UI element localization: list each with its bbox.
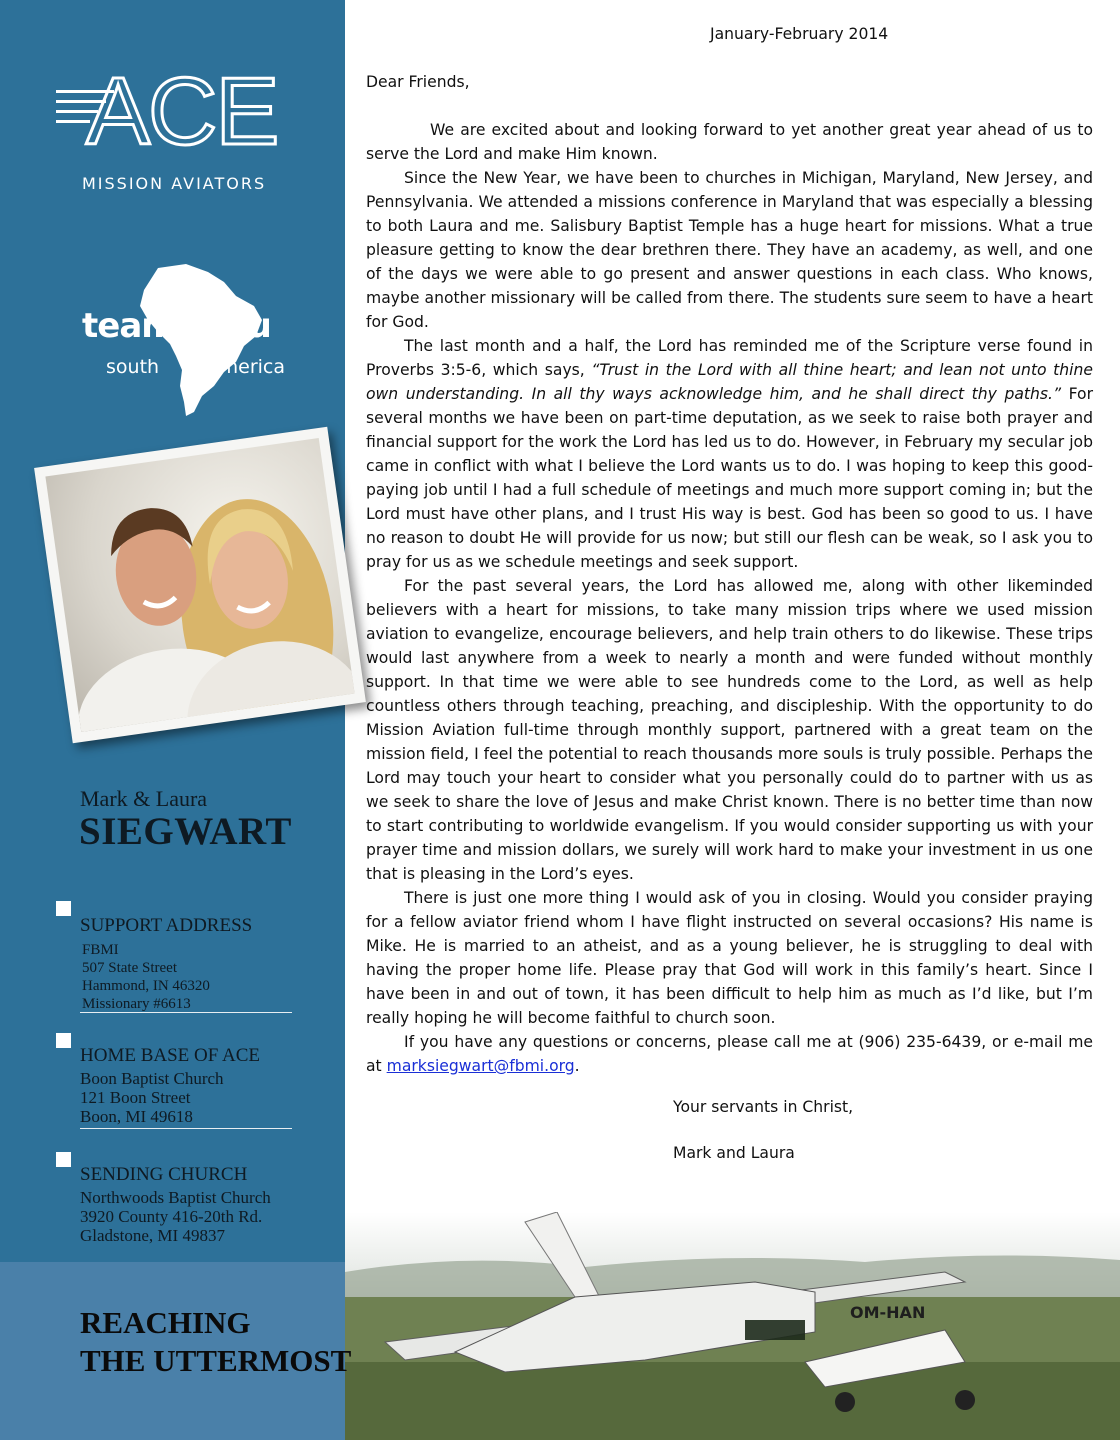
text-span: . xyxy=(574,1057,580,1075)
address-line: 121 Boon Street xyxy=(80,1088,191,1107)
paragraph xyxy=(366,1030,1093,1078)
address-line: Missionary #6613 xyxy=(82,996,191,1012)
team-peru-america: america xyxy=(208,356,286,378)
signature: Mark and Laura xyxy=(673,1144,795,1162)
home-base-lines xyxy=(80,1069,224,1126)
motto xyxy=(80,1304,351,1380)
text-span: The last month and a half, the Lord has reminded me of the Scripture verse found in Proverbs 3:5-6, which says, xyxy=(366,337,1093,379)
address-line: Boon, MI 49618 xyxy=(80,1107,193,1126)
names-line: Mark & Laura xyxy=(80,786,208,811)
divider xyxy=(80,1128,292,1129)
letter-body xyxy=(366,118,1093,1078)
salutation: Dear Friends, xyxy=(366,73,470,91)
text-span: If you have any questions or concerns, please call me at (906) 235-6439, or e-mail me at xyxy=(366,1033,1093,1075)
address-line: 507 State Street xyxy=(82,960,177,976)
address-line: Hammond, IN 46320 xyxy=(82,978,210,994)
checkbox-square-icon xyxy=(56,1033,71,1048)
team-peru-south: south xyxy=(106,356,160,378)
sending-church-lines xyxy=(80,1188,271,1245)
address-line: Boon Baptist Church xyxy=(80,1069,224,1088)
paragraph: There is just one more thing I would ask of you in closing. Would you consider praying for a fellow aviator friend whom I have flight instructed on several occasions? His name is Mike. He is married to an atheist, and as a young believer, he is struggling to deal with having the proper home life. Please pray that God will work in this family’s heart. Since I have been in and out of town, it has been difficult to help him as much as I’d like, but I’m really hoping he will become faithful to church soon. xyxy=(366,889,1093,1027)
address-line: 3920 County 416-20th Rd. xyxy=(80,1207,263,1226)
closing: Your servants in Christ, xyxy=(673,1098,854,1116)
team-peru-logo: team peru xyxy=(82,306,271,346)
address-line: Northwoods Baptist Church xyxy=(80,1188,271,1207)
support-address-header: SUPPORT ADDRESS xyxy=(80,915,253,936)
airplane-photo xyxy=(345,1212,1120,1440)
paragraph xyxy=(366,334,1093,574)
airplane-image xyxy=(345,1212,1120,1440)
motto-line: REACHING xyxy=(80,1305,251,1340)
ace-logo: ACE xyxy=(86,58,278,165)
sending-church-header: SENDING CHURCH xyxy=(80,1164,248,1185)
support-address-lines xyxy=(82,941,210,1013)
checkbox-square-icon xyxy=(56,901,71,916)
couple-portrait-image xyxy=(45,438,354,732)
text-span: For several months we have been on part-time deputation, as we seek to raise both prayer and financial support for the work the Lord has led us to do. However, in February my secular job came in conflict with what I believe the Lord wants us to do. I was hoping to keep this good-paying job until I had a full schedule of meetings and much more support coming in; but the Lord must have other plans, and I trust His way is best. God has been so good to us. I have no reason to doubt He will provide for us now; but still our flesh can be weak, so I ask you to pray for us as we schedule meetings and seek support. xyxy=(366,385,1093,571)
surname: SIEGWART xyxy=(79,810,292,853)
address-line: FBMI xyxy=(82,942,119,958)
ace-logo-subtitle: MISSION AVIATORS xyxy=(82,174,267,193)
paragraph: For the past several years, the Lord has allowed me, along with other likeminded believers with a heart for missions, to take many mission trips where we used mission aviation to evangelize, encourage believers, and help train others to do likewise. These trips would last anywhere from a week to nearly a month and were funded without monthly support. In that time we were able to see hundreds come to the Lord, as well as help countless others through teaching, preaching, and discipleship. With the opportunity to do Mission Aviation full-time through monthly support, partnered with a great team on the mission field, I feel the potential to reach thousands more souls is truly possible. Perhaps the Lord may touch your heart to consider what you personally could do to partner with us as we seek to share the love of Jesus and make Christ known. There is no better time than now to start contributing to worldwide evangelism. If you would consider supporting us with your prayer time and mission dollars, we surely will work hard to make your investment in us one that is pleasing in the Lord’s eyes. xyxy=(366,577,1093,883)
paragraph: Since the New Year, we have been to churches in Michigan, Maryland, New Jersey, and Pennsylvania. We attended a missions conference in Maryland that was especially a blessing to both Laura and me. Salisbury Baptist Temple has a huge heart for missions. What a true pleasure getting to know the dear brethren there. They have an academy, as well, and one of the days we were able to go present and answer questions in each class. Who knows, maybe another missionary will be called from there. The students sure seem to have a heart for God. xyxy=(366,169,1093,331)
address-line: Gladstone, MI 49837 xyxy=(80,1226,225,1245)
plane-registration: OM-HAN xyxy=(850,1303,926,1322)
motto-line: THE UTTERMOST xyxy=(80,1343,352,1378)
couple-photo xyxy=(34,427,366,743)
letter-date: January-February 2014 xyxy=(710,25,889,43)
email-link[interactable]: marksiegwart@fbmi.org xyxy=(386,1057,575,1075)
home-base-header: HOME BASE OF ACE xyxy=(80,1045,260,1066)
divider xyxy=(80,1012,292,1013)
checkbox-square-icon xyxy=(56,1152,71,1167)
paragraph: We are excited about and looking forward to yet another great year ahead of us to serve the Lord and make Him known. xyxy=(366,121,1093,163)
scripture-quote: “Trust in the Lord with all thine heart; and lean not unto thine own understanding. In all thy ways acknowledge him, and he shall direct thy paths.” xyxy=(366,361,1093,403)
